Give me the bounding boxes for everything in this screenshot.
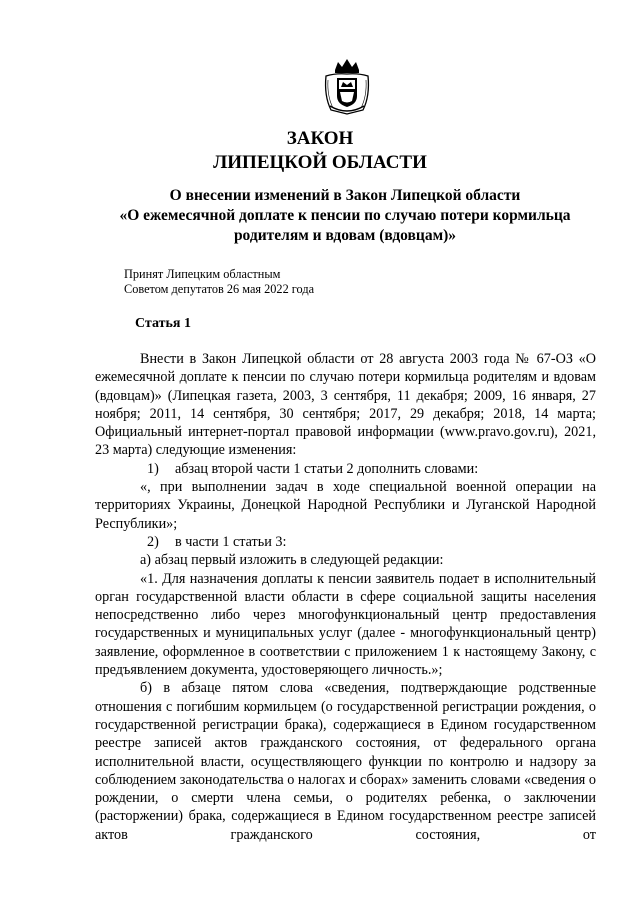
- coat-of-arms-icon: [322, 56, 372, 116]
- list-item-2-number: 2): [147, 533, 159, 550]
- list-item-1: [95, 460, 596, 478]
- list-item-2: [95, 533, 596, 551]
- subtitle-line3: родителям и вдовам (вдовцам)»: [233, 227, 457, 244]
- list-item-2a: а) абзац первый изложить в следующей редакции:: [140, 552, 444, 569]
- article-body: [95, 350, 596, 844]
- list-item-2b: б) в абзаце пятом слова «сведения, подтверждающие родственные отношения с погибшим кормильцем (о государственной регистрации рождения, о государственной регистрации брака), содержащиеся в Едином государственном реестре записей актов гражданского состояния, от федерального органа исполнительной власти, осуществляющего функции по контролю и надзору за соблюдением законодательства о налогах и сборах» заменить словами «сведения о рождении, о смерти члена семьи, о родителях ребенка, о заключении (расторжении) брака, содержащиеся в Едином государственном реестре записей актов гражданского состояния, от: [95, 680, 596, 843]
- list-item-1-number: 1): [147, 460, 159, 477]
- adoption-line1: Принят Липецким областным: [124, 267, 281, 281]
- law-title-line1: ЗАКОН: [286, 128, 354, 149]
- list-item-1-text: абзац второй части 1 статьи 2 дополнить словами:: [175, 460, 479, 477]
- subtitle-line2: «О ежемесячной доплате к пенсии по случаю потери кормильца: [119, 207, 571, 224]
- list-item-2a-quote: «1. Для назначения доплаты к пенсии заявитель подает в исполнительный орган государственной власти области в сфере социальной защиты населения непосредственно либо через многофункциональный центр предоставления государственных и муниципальных услуг (далее - многофункциональный центр) заявление, оформленное в соответствии с приложением 1 к настоящему Закону, с предъявлением документа, удостоверяющего личность.»;: [95, 570, 596, 679]
- subtitle-line1: О внесении изменений в Закон Липецкой области: [169, 187, 521, 204]
- adoption-line2: Советом депутатов 26 мая 2022 года: [124, 282, 315, 296]
- adoption-note: [124, 267, 314, 297]
- list-item-1-quote: «, при выполнении задач в ходе специальной военной операции на территориях Украины, Донецкой Народной Республики и Луганской Народной Республики»;: [95, 479, 596, 532]
- law-subtitle: [90, 186, 600, 246]
- article-intro: Внести в Закон Липецкой области от 28 августа 2003 года № 67-ОЗ «О ежемесячной доплате к пенсии по случаю потери кормильца родителям и вдовам (вдовцам)» (Липецкая газета, 2003, 3 сентября, 11 декабря; 2009, 16 января, 27 ноября; 2011, 14 сентября, 30 сентября; 2017, 29 декабря; 2018, 14 марта; Официальный интернет-портал правовой информации (www.pravo.gov.ru), 2021, 23 марта) следующие изменения:: [95, 351, 596, 459]
- law-title-line2: ЛИПЕЦКОЙ ОБЛАСТИ: [213, 152, 427, 173]
- article-heading: Статья 1: [135, 316, 191, 331]
- list-item-2-text: в части 1 статьи 3:: [175, 533, 287, 550]
